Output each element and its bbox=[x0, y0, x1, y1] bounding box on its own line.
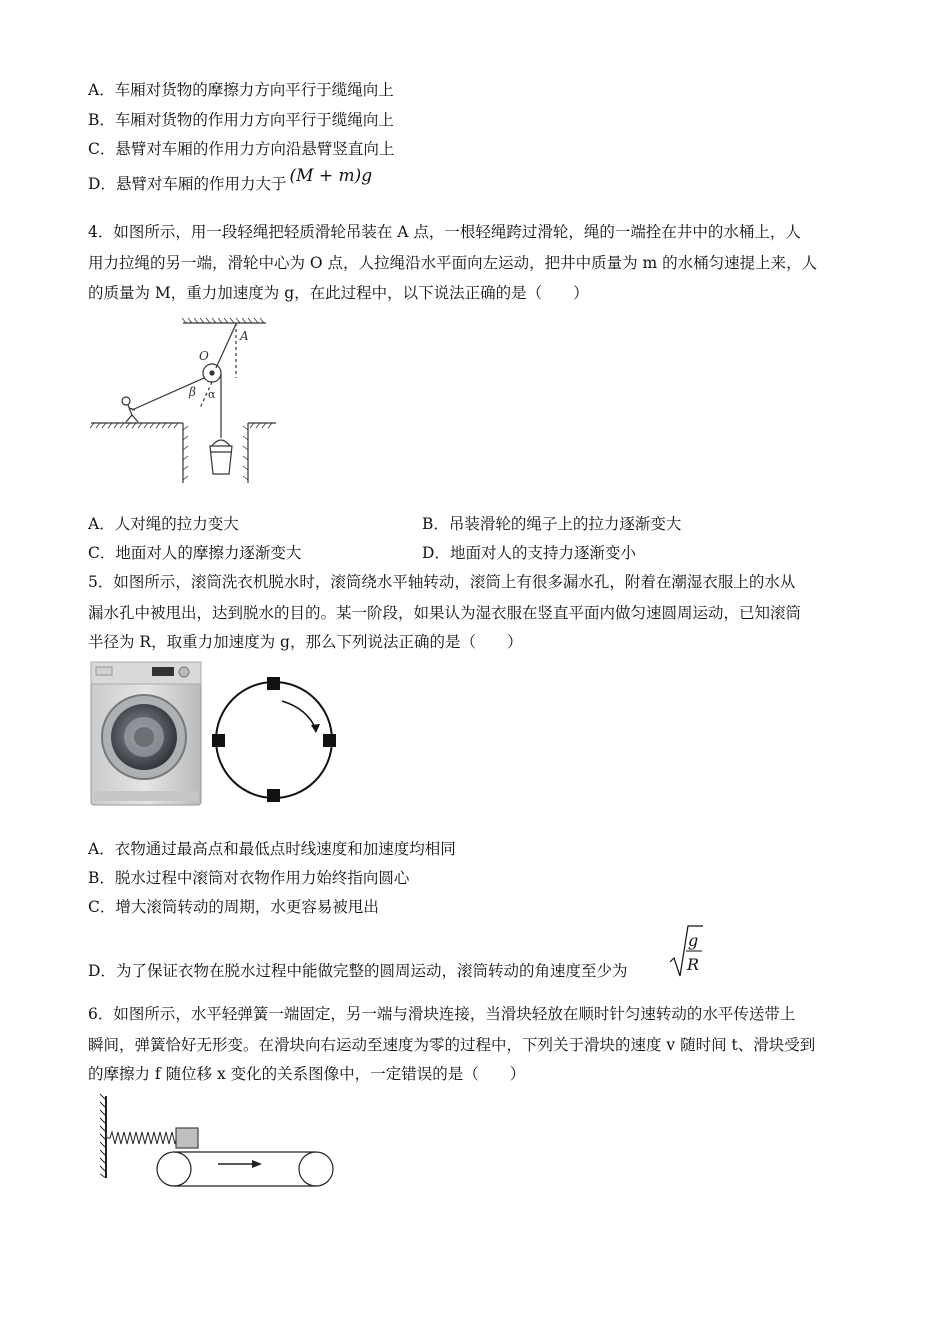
q3-option-c: C．悬臂对车厢的作用力方向沿悬臂竖直向上 bbox=[88, 140, 395, 158]
q3-option-d: D．悬臂对车厢的作用力大于 (M + m)g bbox=[88, 166, 373, 193]
q4-line-2: 用力拉绳的另一端，滑轮中心为 O 点，人拉绳沿水平面向左运动，把井中质量为 m 的水桶匀速提上来，人 bbox=[88, 254, 818, 272]
q4-line-3: 的质量为 M，重力加速度为 g，在此过程中，以下说法正确的是（ ） bbox=[88, 284, 589, 302]
washing-machine-image bbox=[90, 661, 202, 807]
q3-option-b: B．车厢对货物的作用力方向平行于缆绳向上 bbox=[88, 111, 394, 129]
q5-line-3: 半径为 R，取重力加速度为 g，那么下列说法正确的是（ ） bbox=[88, 633, 523, 651]
q3-option-a: A．车厢对货物的摩擦力方向平行于缆绳向上 bbox=[88, 81, 394, 99]
q4-option-b: B．吊装滑轮的绳子上的拉力逐渐变大 bbox=[422, 515, 682, 533]
q4-well-pulley-figure bbox=[88, 318, 278, 483]
q5-option-d-sqrt bbox=[668, 924, 704, 980]
q6-spring-conveyor-figure bbox=[96, 1094, 340, 1190]
q5-line-2: 漏水孔中被甩出，达到脱水的目的。某一阶段，如果认为湿衣服在竖直平面内做匀速圆周运动，已知滚筒 bbox=[88, 604, 802, 622]
q4-line-1: 4．如图所示，用一段轻绳把轻质滑轮吊装在 A 点，一根轻绳跨过滑轮，绳的一端拴在井中的水桶上，人 bbox=[88, 223, 801, 241]
q4-option-d: D．地面对人的支持力逐渐变小 bbox=[422, 544, 636, 562]
sqrt-numerator: g bbox=[688, 931, 699, 950]
drum-diagram bbox=[210, 674, 340, 804]
q6-line-2: 瞬间，弹簧恰好无形变。在滑块向右运动至速度为零的过程中，下列关于滑块的速度 v 随时间 t、滑块受到 bbox=[88, 1036, 816, 1054]
q5-option-a: A．衣物通过最高点和最低点时线速度和加速度均相同 bbox=[88, 840, 456, 858]
q5-option-d: D．为了保证衣物在脱水过程中能做完整的圆周运动，滚筒转动的角速度至少为 bbox=[88, 962, 628, 980]
sqrt-denominator: R bbox=[687, 955, 700, 974]
q4-label-a: A bbox=[240, 329, 249, 343]
q4-option-c: C．地面对人的摩擦力逐渐变大 bbox=[88, 544, 302, 562]
q6-line-3: 的摩擦力 f 随位移 x 变化的关系图像中，一定错误的是（ ） bbox=[88, 1065, 526, 1083]
q3-option-d-math: (M + m)g bbox=[289, 166, 373, 186]
q6-line-1: 6．如图所示，水平轻弹簧一端固定，另一端与滑块连接，当滑块轻放在顺时针匀速转动的水平传送带上 bbox=[88, 1005, 796, 1023]
q4-option-a: A．人对绳的拉力变大 bbox=[88, 515, 239, 533]
q5-option-c: C．增大滚筒转动的周期，水更容易被甩出 bbox=[88, 898, 379, 916]
q4-label-o: O bbox=[199, 349, 209, 363]
q5-option-b: B．脱水过程中滚筒对衣物作用力始终指向圆心 bbox=[88, 869, 410, 887]
q5-line-1: 5．如图所示，滚筒洗衣机脱水时，滚筒绕水平轴转动，滚筒上有很多漏水孔，附着在潮湿衣服上的水从 bbox=[88, 573, 796, 591]
q4-label-alpha: α bbox=[208, 388, 216, 401]
q4-label-beta: β bbox=[189, 385, 196, 399]
